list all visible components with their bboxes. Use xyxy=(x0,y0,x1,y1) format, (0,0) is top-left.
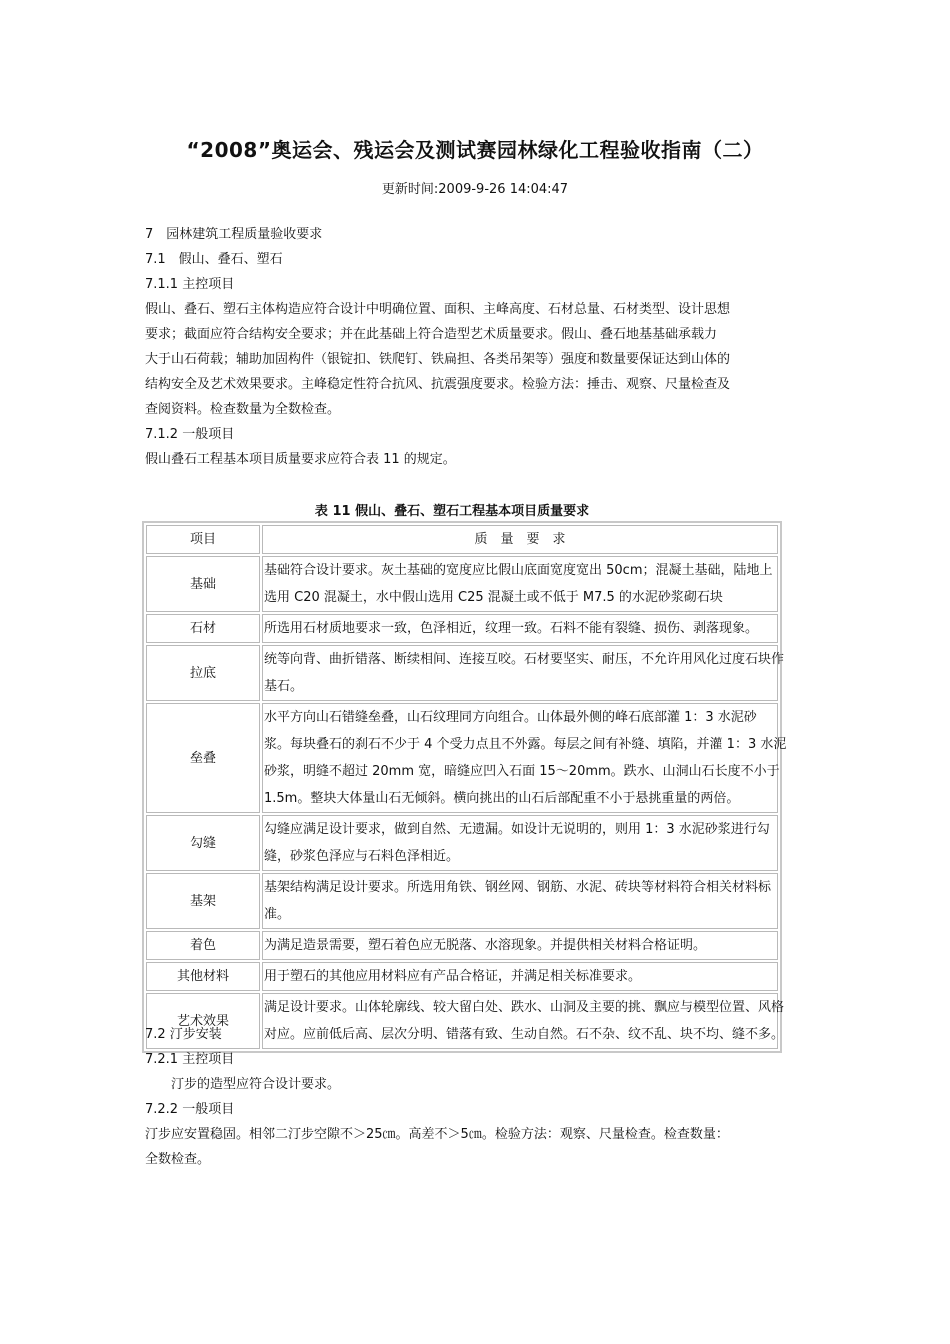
cell-line: 基础符合设计要求。灰土基础的宽度应比假山底面宽度宽出 50cm；混凝土基础，陆地上 xyxy=(264,563,773,578)
table-row xyxy=(146,873,778,929)
row-item: 拉底 xyxy=(146,645,260,701)
row-item: 石材 xyxy=(146,614,260,643)
paragraph-line: 结构安全及艺术效果要求。主峰稳定性符合抗风、抗震强度要求。检验方法：捶击、观察、尺量检查及 xyxy=(145,377,731,392)
cell-line: 满足设计要求。山体轮廓线、较大留白处、跌水、山洞及主要的挑、飘应与模型位置、风格 xyxy=(264,1000,785,1015)
cell-line: 1.5m。整块大体量山石无倾斜。横向挑出的山石后部配重不小于悬挑重量的两倍。 xyxy=(264,791,740,806)
paragraph-7-2-2 xyxy=(145,1122,765,1172)
row-requirement xyxy=(262,993,785,1049)
section-7-1-1-heading: 7.1.1 主控项目 xyxy=(145,277,235,292)
cell-line: 用于塑石的其他应用材料应有产品合格证，并满足相关标准要求。 xyxy=(264,969,642,984)
section-7-1-2-heading: 7.1.2 一般项目 xyxy=(145,427,235,442)
cell-line: 勾缝应满足设计要求，做到自然、无遗漏。如设计无说明的，则用 1：3 水泥砂浆进行勾 xyxy=(264,822,770,837)
paragraph-line: 汀步应安置稳固。相邻二汀步空隙不＞25㎝。高差不＞5㎝。检验方法：观察、尺量检查。检查数量： xyxy=(145,1127,729,1142)
row-item: 基架 xyxy=(146,873,260,929)
table-caption: 表 11 假山、叠石、塑石工程基本项目质量要求 xyxy=(314,504,590,519)
section-7-2-2-heading: 7.2.2 一般项目 xyxy=(145,1102,235,1117)
paragraph-line: 查阅资料。检查数量为全数检查。 xyxy=(145,402,341,417)
table-row xyxy=(146,556,778,612)
cell-line: 缝，砂浆色泽应与石料色泽相近。 xyxy=(264,849,460,864)
table-row xyxy=(146,703,778,813)
cell-line: 水平方向山石错缝垒叠，山石纹理同方向组合。山体最外侧的峰石底部灌 1：3 水泥砂 xyxy=(264,710,757,725)
section-7-1-heading: 7.1 假山、叠石、塑石 xyxy=(145,252,283,267)
section-7-2-heading: 7.2 汀步安装 xyxy=(145,1027,222,1042)
row-item: 艺术效果 xyxy=(146,993,260,1049)
paragraph-7-1-2: 假山叠石工程基本项目质量要求应符合表 11 的规定。 xyxy=(145,452,456,467)
row-requirement xyxy=(262,815,778,871)
cell-line: 基石。 xyxy=(264,679,304,694)
cell-line: 砂浆，明缝不超过 20mm 宽，暗缝应凹入石面 15～20mm。跌水、山洞山石长度不小于 xyxy=(264,764,780,779)
section-7-heading: 7 园林建筑工程质量验收要求 xyxy=(145,227,323,242)
row-item: 基础 xyxy=(146,556,260,612)
paragraph-line: 大于山石荷载；辅助加固构件（银锭扣、铁爬钉、铁扁担、各类吊架等）强度和数量要保证达到山体的 xyxy=(145,352,731,367)
paragraph-7-2-1: 汀步的造型应符合设计要求。 xyxy=(145,1077,341,1092)
table-row xyxy=(146,645,778,701)
row-requirement xyxy=(262,614,778,643)
paragraph-line: 要求；截面应符合结构安全要求；并在此基础上符合造型艺术质量要求。假山、叠石地基基础承载力 xyxy=(145,327,718,342)
table-row xyxy=(146,931,778,960)
paragraph-line: 假山、叠石、塑石主体构造应符合设计中明确位置、面积、主峰高度、石材总量、石材类型、设计思想 xyxy=(145,302,731,317)
table-row xyxy=(146,614,778,643)
row-requirement xyxy=(262,931,778,960)
cell-line: 准。 xyxy=(264,907,291,922)
cell-line: 所选用石材质地要求一致，色泽相近，纹理一致。石料不能有裂缝、损伤、剥落现象。 xyxy=(264,621,759,636)
cell-line: 对应。应前低后高、层次分明、错落有致、生动自然。石不杂、纹不乱、块不均、缝不多。 xyxy=(264,1027,785,1042)
cell-line: 基架结构满足设计要求。所选用角铁、钢丝网、钢筋、水泥、砖块等材料符合相关材料标 xyxy=(264,880,772,895)
header-requirement: 质 量 要 求 xyxy=(262,525,778,554)
row-requirement xyxy=(262,873,778,929)
section-7-2-1-heading: 7.2.1 主控项目 xyxy=(145,1052,235,1067)
table-header-row xyxy=(146,525,778,554)
table-row xyxy=(146,993,778,1049)
table-row xyxy=(146,815,778,871)
row-requirement xyxy=(262,703,787,813)
cell-line: 统等向背、曲折错落、断续相间、连接互咬。石材要坚实、耐压，不允许用风化过度石块作 xyxy=(264,652,785,667)
row-item: 勾缝 xyxy=(146,815,260,871)
update-time: 更新时间:2009-9-26 14:04:47 xyxy=(381,182,569,197)
page-title: “2008”奥运会、残运会及测试赛园林绿化工程验收指南（二） xyxy=(186,138,764,162)
paragraph-line: 全数检查。 xyxy=(145,1152,211,1167)
row-item: 其他材料 xyxy=(146,962,260,991)
quality-table xyxy=(142,521,787,1053)
row-requirement xyxy=(262,645,785,701)
row-requirement xyxy=(262,962,778,991)
row-item: 着色 xyxy=(146,931,260,960)
row-requirement xyxy=(262,556,778,612)
cell-line: 选用 C20 混凝土，水中假山选用 C25 混凝土或不低于 M7.5 的水泥砂浆砌石块 xyxy=(264,590,723,605)
cell-line: 浆。每块叠石的刹石不少于 4 个受力点且不外露。每层之间有补缝、填陷，并灌 1：3 水泥 xyxy=(264,737,787,752)
cell-line: 为满足造景需要，塑石着色应无脱落、水溶现象。并提供相关材料合格证明。 xyxy=(264,938,707,953)
row-item: 垒叠 xyxy=(146,703,260,813)
table-row xyxy=(146,962,778,991)
paragraph-7-1-1 xyxy=(145,297,765,422)
header-item: 项目 xyxy=(146,525,260,554)
